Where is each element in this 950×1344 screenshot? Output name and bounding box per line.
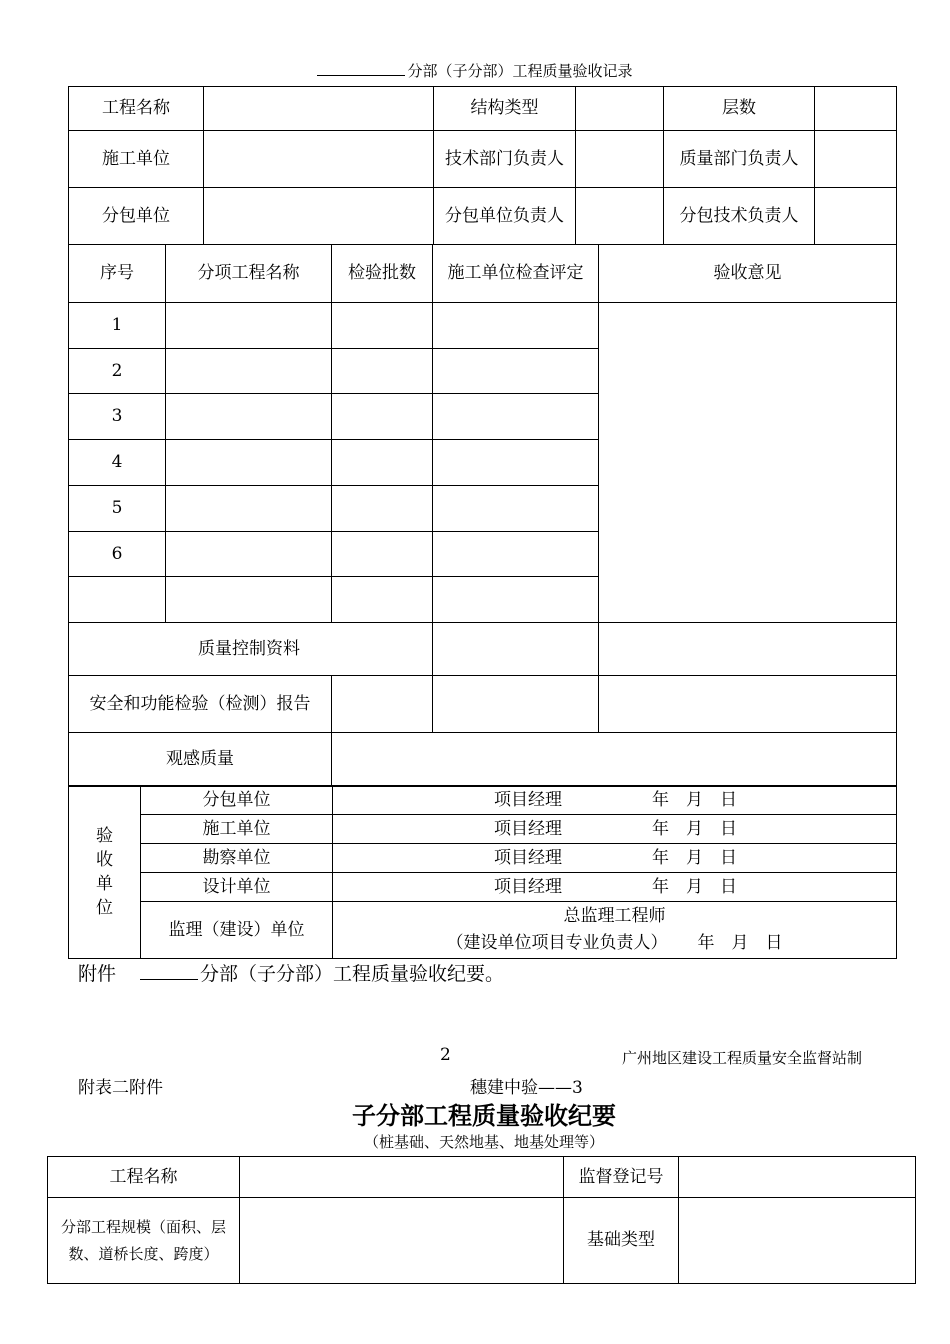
safety-report-opinion-field[interactable] <box>599 676 897 733</box>
scale-label: 分部工程规模（面积、层数、道桥长度、跨度） <box>48 1198 240 1284</box>
row-item-name-field[interactable] <box>166 440 332 486</box>
safety-report-label: 安全和功能检验（检测）报告 <box>69 676 332 733</box>
reg-no-label: 监督登记号 <box>564 1157 679 1198</box>
attachment-blank-line <box>140 963 198 980</box>
opinion-header: 验收意见 <box>599 245 897 303</box>
floors-field[interactable] <box>815 87 897 131</box>
row-seq: 4 <box>69 440 166 486</box>
row-seq <box>69 577 166 623</box>
project-name-field[interactable] <box>204 87 434 131</box>
sub-head-label: 分包单位负责人 <box>434 188 576 245</box>
unit-name: 勘察单位 <box>141 844 333 873</box>
supervision-role-line2: （建设单位项目专业负责人） <box>446 933 668 953</box>
row-item-name-field[interactable] <box>166 394 332 440</box>
row-seq: 1 <box>69 303 166 349</box>
row-item-name-field[interactable] <box>166 303 332 349</box>
attachment-note <box>78 960 504 988</box>
supervision-unit-name: 监理（建设）单位 <box>141 902 333 959</box>
sub-items-table <box>68 244 897 787</box>
issuer-text: 广州地区建设工程质量安全监督站制 <box>622 1049 863 1067</box>
row-batch-count-field[interactable] <box>332 440 433 486</box>
supervision-date: 年 月 日 <box>697 933 783 953</box>
quality-docs-label: 质量控制资料 <box>69 623 433 676</box>
floors-label: 层数 <box>664 87 815 131</box>
item-name-header: 分项工程名称 <box>166 245 332 303</box>
supervision-role-line1: 总监理工程师 <box>563 906 666 926</box>
safety-report-eval-field[interactable] <box>433 676 599 733</box>
quality-head-field[interactable] <box>815 131 897 188</box>
constructor-label: 施工单位 <box>69 131 204 188</box>
row-self-eval-field[interactable] <box>433 303 599 349</box>
unit-role: 项目经理 <box>494 847 562 868</box>
attachment-suffix: 分部（子分部）工程质量验收纪要。 <box>200 963 505 985</box>
form2-title: 子分部工程质量验收纪要 <box>352 1101 616 1130</box>
form2-table <box>47 1156 916 1284</box>
form-title <box>0 60 950 81</box>
row-item-name-field[interactable] <box>166 486 332 532</box>
form2-code: 穗建中验——3 <box>470 1078 583 1098</box>
page-number: 2 <box>440 1045 451 1065</box>
row-self-eval-field[interactable] <box>433 486 599 532</box>
attachment-prefix: 附件 <box>78 963 117 985</box>
supervision-signature-block[interactable] <box>333 902 897 959</box>
constructor-field[interactable] <box>204 131 434 188</box>
reg-no-field[interactable] <box>679 1157 916 1198</box>
unit-name: 施工单位 <box>141 815 333 844</box>
row-item-name-field[interactable] <box>166 577 332 623</box>
row-seq: 6 <box>69 532 166 577</box>
form-title-text: 分部（子分部）工程质量验收记录 <box>407 62 633 80</box>
unit-date: 年 月 日 <box>652 876 737 897</box>
batch-count-header: 检验批数 <box>332 245 433 303</box>
foundation-type-label: 基础类型 <box>564 1198 679 1284</box>
unit-role: 项目经理 <box>494 876 562 897</box>
row-item-name-field[interactable] <box>166 532 332 577</box>
title-blank-line <box>317 61 405 76</box>
form2-subtitle: （桩基础、天然地基、地基处理等） <box>363 1133 604 1151</box>
unit-signature-line[interactable] <box>333 844 897 873</box>
row-seq: 2 <box>69 349 166 394</box>
row-seq: 5 <box>69 486 166 532</box>
unit-role: 项目经理 <box>494 789 562 810</box>
unit-signature-line[interactable] <box>333 873 897 902</box>
unit-date: 年 月 日 <box>652 847 737 868</box>
sub-tech-head-label: 分包技术负责人 <box>664 188 815 245</box>
sub-head-field[interactable] <box>576 188 664 245</box>
row-batch-count-field[interactable] <box>332 349 433 394</box>
appearance-field[interactable] <box>332 733 897 787</box>
supervision-role-line2-row <box>336 930 893 957</box>
row-self-eval-field[interactable] <box>433 394 599 440</box>
foundation-type-field[interactable] <box>679 1198 916 1284</box>
row-self-eval-field[interactable] <box>433 440 599 486</box>
row-self-eval-field[interactable] <box>433 577 599 623</box>
row-seq: 3 <box>69 394 166 440</box>
subcontractor-field[interactable] <box>204 188 434 245</box>
self-eval-header: 施工单位检查评定 <box>433 245 599 303</box>
project-name-label: 工程名称 <box>69 87 204 131</box>
appearance-label: 观感质量 <box>69 733 332 787</box>
row-batch-count-field[interactable] <box>332 303 433 349</box>
quality-docs-opinion-field[interactable] <box>599 623 897 676</box>
structure-type-field[interactable] <box>576 87 664 131</box>
unit-name: 分包单位 <box>141 786 333 815</box>
row-batch-count-field[interactable] <box>332 394 433 440</box>
unit-date: 年 月 日 <box>652 818 737 839</box>
unit-name: 设计单位 <box>141 873 333 902</box>
form2-project-name-field[interactable] <box>240 1157 564 1198</box>
row-batch-count-field[interactable] <box>332 577 433 623</box>
tech-head-field[interactable] <box>576 131 664 188</box>
row-item-name-field[interactable] <box>166 349 332 394</box>
accept-unit-label: 验收单位 <box>69 786 141 959</box>
tech-head-label: 技术部门负责人 <box>434 131 576 188</box>
subcontractor-label: 分包单位 <box>69 188 204 245</box>
row-batch-count-field[interactable] <box>332 532 433 577</box>
project-info-table <box>68 86 897 245</box>
unit-date: 年 月 日 <box>652 789 737 810</box>
scale-field[interactable] <box>240 1198 564 1284</box>
form2-project-name-label: 工程名称 <box>48 1157 240 1198</box>
structure-type-label: 结构类型 <box>434 87 576 131</box>
unit-role: 项目经理 <box>494 818 562 839</box>
quality-docs-eval-field[interactable] <box>433 623 599 676</box>
unit-signature-line[interactable] <box>333 815 897 844</box>
row-batch-count-field[interactable] <box>332 486 433 532</box>
unit-signature-line[interactable] <box>333 786 897 815</box>
opinion-field[interactable] <box>599 303 897 623</box>
row-self-eval-field[interactable] <box>433 349 599 394</box>
row-self-eval-field[interactable] <box>433 532 599 577</box>
sub-tech-head-field[interactable] <box>815 188 897 245</box>
form2-left-label: 附表二附件 <box>78 1078 163 1098</box>
safety-report-count-field[interactable] <box>332 676 433 733</box>
acceptance-units-table <box>68 785 897 959</box>
seq-header: 序号 <box>69 245 166 303</box>
quality-head-label: 质量部门负责人 <box>664 131 815 188</box>
